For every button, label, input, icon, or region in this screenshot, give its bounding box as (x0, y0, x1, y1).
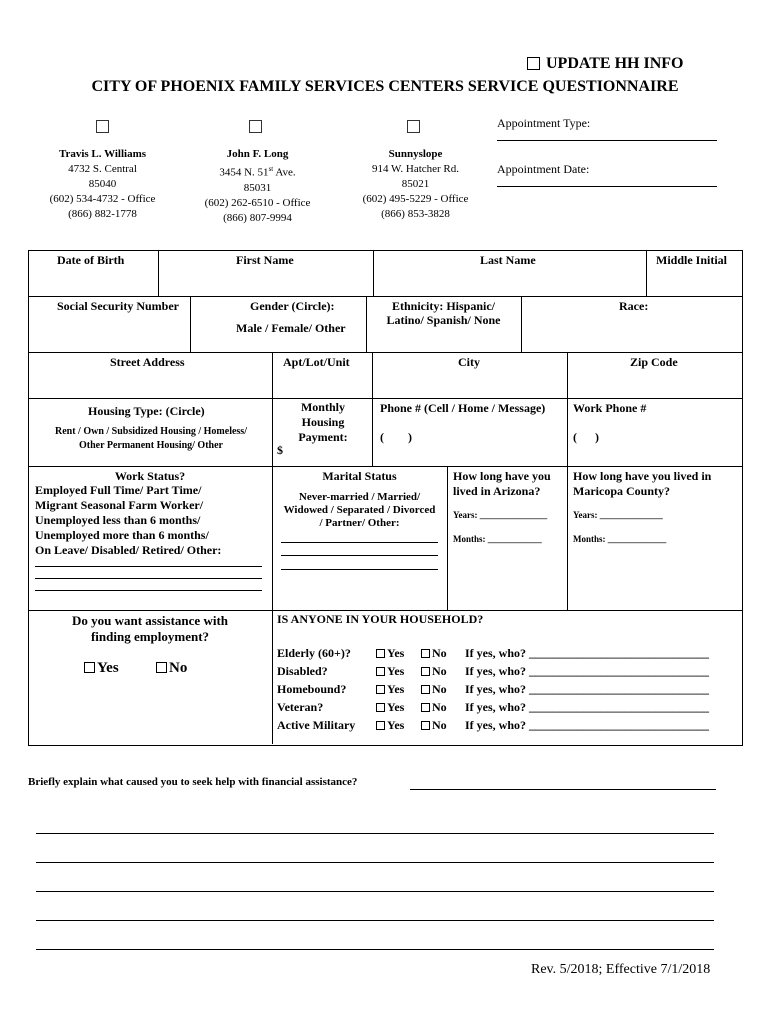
work-status-other-line[interactable] (35, 578, 262, 579)
appointment-type-field[interactable] (497, 140, 717, 141)
explain-line[interactable] (36, 862, 714, 863)
office-checkbox-williams[interactable] (96, 120, 109, 133)
zip-code-label: Zip Code (630, 355, 678, 369)
last-name-label: Last Name (480, 253, 536, 267)
explain-field[interactable] (410, 789, 716, 790)
work-phone-label: Work Phone # (573, 401, 647, 415)
ssn-label: Social Security Number (57, 299, 179, 313)
gender-options[interactable]: Male / Female/ Other (236, 321, 346, 335)
marital-other-line[interactable] (281, 542, 438, 543)
employment-question: Do you want assistance with finding employment? (71, 613, 228, 644)
explain-line[interactable] (36, 833, 714, 834)
page-title: CITY OF PHOENIX FAMILY SERVICES CENTERS SERVICE QUESTIONNAIRE (91, 78, 679, 95)
marital-status-options[interactable]: Never-married / Married/ Widowed / Separated / Divorced / Partner/ Other: (283, 491, 436, 529)
update-hh-info[interactable]: UPDATE HH INFO (527, 55, 683, 73)
race-label: Race: (619, 299, 649, 313)
checkbox-icon[interactable] (156, 662, 167, 673)
appointment-date-field[interactable] (497, 186, 717, 187)
explain-line[interactable] (36, 920, 714, 921)
gender-label: Gender (Circle): (250, 299, 335, 313)
arizona-years[interactable]: Years: _______________ (453, 510, 548, 520)
phone-field[interactable]: ( ) (380, 430, 412, 444)
work-status-options[interactable]: Employed Full Time/ Part Time/ Migrant Seasonal Farm Worker/ Unemployed less than 6 months/ Unemployed more than 6 months/ On Leave/ Disabled/ Retired/ Other: (35, 483, 222, 557)
explain-line[interactable] (36, 891, 714, 892)
office-long: John F. Long 3454 N. 51st Ave. 85031 (602) 262-6510 - Office (866) 807-9994 (204, 148, 311, 224)
monthly-housing-payment-label: Monthly Housing Payment: (298, 400, 348, 444)
office-checkbox-long[interactable] (249, 120, 262, 133)
housing-type-options[interactable]: Rent / Own / Subsidized Housing / Homeless/ Other Permanent Housing/ Other (55, 426, 247, 451)
housing-type-label: Housing Type: (Circle) (88, 404, 205, 418)
street-address-label: Street Address (110, 355, 185, 369)
marital-status-title: Marital Status (322, 469, 397, 483)
maricopa-question: How long have you lived in Maricopa County? (573, 469, 712, 498)
ethnicity-label[interactable]: Ethnicity: Hispanic/ Latino/ Spanish/ None (386, 299, 501, 327)
maricopa-months[interactable]: Months: _____________ (573, 534, 667, 544)
office-checkbox-sunnyslope[interactable] (407, 120, 420, 133)
dollar-sign: $ (277, 443, 283, 457)
checkbox-icon[interactable] (84, 662, 95, 673)
phone-label: Phone # (Cell / Home / Message) (380, 401, 546, 415)
appointment-date-label: Appointment Date: (497, 162, 590, 176)
arizona-months[interactable]: Months: ____________ (453, 534, 542, 544)
household-no-column[interactable]: No No No No No (421, 644, 447, 734)
household-yes-column[interactable]: Yes Yes Yes Yes Yes (376, 644, 404, 734)
appointment-type-label: Appointment Type: (497, 116, 591, 130)
household-labels: Elderly (60+)? Disabled? Homebound? Veteran? Active Military (277, 646, 356, 732)
update-checkbox[interactable] (527, 57, 540, 70)
marital-other-line[interactable] (281, 555, 438, 556)
household-ifyes-column[interactable]: If yes, who? ______________________________ If yes, who? ______________________________ If yes, who? ______________________________ If yes, who? ______________________________ If yes, who? ______________________________ (465, 646, 710, 732)
maricopa-years[interactable]: Years: ______________ (573, 510, 663, 520)
dob-label: Date of Birth (57, 253, 125, 267)
marital-other-line[interactable] (281, 569, 438, 570)
employment-no[interactable]: No (156, 660, 187, 677)
revision-footer: Rev. 5/2018; Effective 7/1/2018 (531, 962, 711, 977)
explain-line[interactable] (36, 949, 714, 950)
middle-initial-label: Middle Initial (656, 253, 728, 267)
explain-label: Briefly explain what caused you to seek help with financial assistance? (28, 776, 358, 788)
work-phone-field[interactable]: ( ) (573, 430, 599, 444)
household-title: IS ANYONE IN YOUR HOUSEHOLD? (277, 612, 484, 626)
work-status-other-line[interactable] (35, 566, 262, 567)
work-status-title: Work Status? (114, 469, 186, 483)
work-status-other-line[interactable] (35, 590, 262, 591)
apt-label: Apt/Lot/Unit (283, 355, 350, 369)
first-name-label: First Name (236, 253, 294, 267)
employment-yes[interactable]: Yes (84, 660, 119, 677)
office-sunnyslope: Sunnyslope 914 W. Hatcher Rd. 85021 (602) 495-5229 - Office (866) 853-3828 (362, 148, 469, 220)
office-williams: Travis L. Williams 4732 S. Central 85040 (602) 534-4732 - Office (866) 882-1778 (49, 148, 156, 220)
arizona-question: How long have you lived in Arizona? (453, 469, 551, 498)
city-label: City (458, 355, 480, 369)
